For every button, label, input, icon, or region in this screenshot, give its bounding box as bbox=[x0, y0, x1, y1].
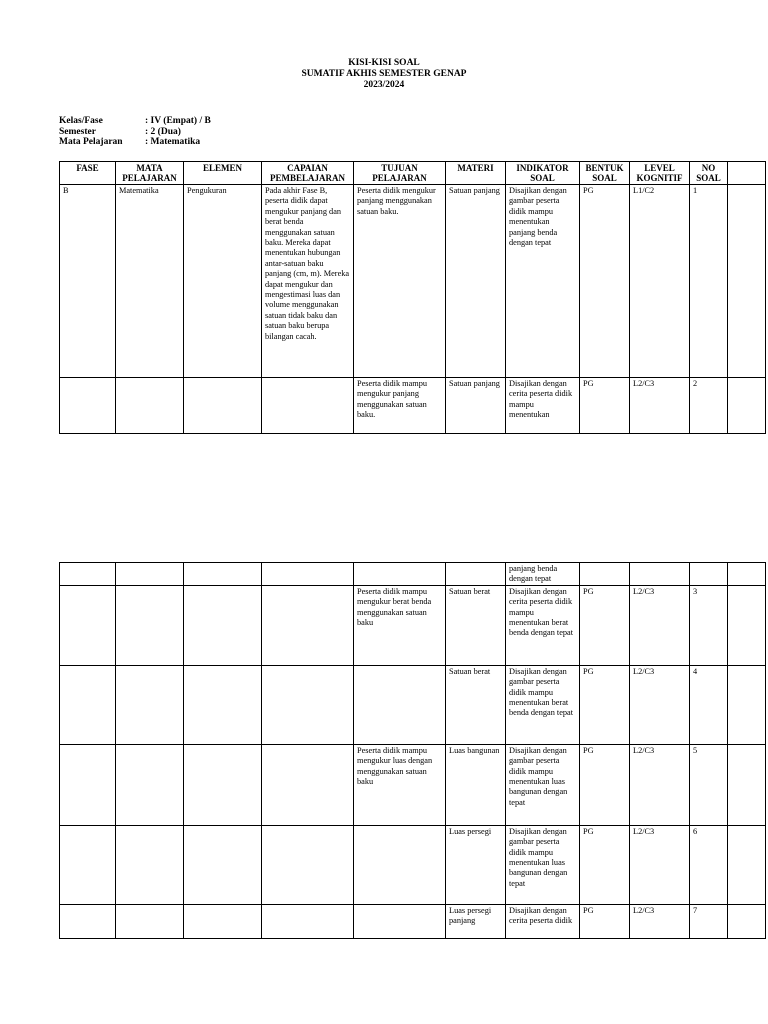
cell-mata-pelajaran bbox=[116, 744, 184, 825]
cell-level: L2/C3 bbox=[630, 585, 690, 665]
cell-elemen bbox=[184, 585, 262, 665]
cell-capaian bbox=[262, 378, 354, 434]
header-level: LEVEL KOGNITIF bbox=[630, 162, 690, 185]
cell-elemen bbox=[184, 563, 262, 586]
cell-level: L2/C3 bbox=[630, 904, 690, 938]
cell-tujuan: Peserta didik mengukur panjang menggunakan satuan baku. bbox=[354, 185, 446, 378]
cell-fase bbox=[60, 744, 116, 825]
cell-extra bbox=[728, 185, 766, 378]
table-row bbox=[60, 563, 766, 586]
table-header-row bbox=[60, 162, 766, 185]
meta-label: Mata Pelajaran bbox=[59, 137, 123, 147]
header-fase: FASE bbox=[60, 162, 116, 185]
meta-value: : IV (Empat) / B bbox=[145, 116, 211, 126]
document-subtitle: SUMATIF AKHIS SEMESTER GENAP bbox=[301, 69, 467, 79]
meta-row-mapel bbox=[59, 137, 211, 148]
cell-indikator: Disajikan dengan cerita peserta didik mampu menentukan bbox=[506, 378, 580, 434]
cell-indikator: Disajikan dengan gambar peserta didik mampu menentukan berat benda dengan tepat bbox=[506, 665, 580, 744]
cell-mata-pelajaran bbox=[116, 665, 184, 744]
cell-indikator: panjang benda dengan tepat bbox=[506, 563, 580, 586]
cell-materi: Satuan berat bbox=[446, 585, 506, 665]
cell-fase bbox=[60, 665, 116, 744]
cell-bentuk bbox=[580, 563, 630, 586]
cell-materi: Luas bangunan bbox=[446, 744, 506, 825]
cell-capaian bbox=[262, 665, 354, 744]
cell-no-soal: 7 bbox=[690, 904, 728, 938]
cell-tujuan bbox=[354, 825, 446, 904]
header-capaian: CAPAIAN PEMBELAJARAN bbox=[262, 162, 354, 185]
cell-capaian: Pada akhir Fase B, peserta didik dapat mengukur panjang dan berat benda menggunakan satuan baku. Mereka dapat menentukan hubungan antar-satuan baku panjang (cm, m). Mereka dapat mengukur dan mengestimasi luas dan volume menggunakan satuan tidak baku dan satuan baku berupa bilangan cacah. bbox=[262, 185, 354, 378]
cell-capaian bbox=[262, 825, 354, 904]
cell-bentuk: PG bbox=[580, 744, 630, 825]
cell-indikator: Disajikan dengan gambar peserta didik mampu menentukan luas bangunan dengan tepat bbox=[506, 825, 580, 904]
cell-mata-pelajaran bbox=[116, 904, 184, 938]
document-title: KISI-KISI SOAL bbox=[348, 58, 420, 68]
cell-elemen: Pengukuran bbox=[184, 185, 262, 378]
cell-elemen bbox=[184, 744, 262, 825]
table-row bbox=[60, 825, 766, 904]
cell-bentuk: PG bbox=[580, 378, 630, 434]
cell-mata-pelajaran bbox=[116, 378, 184, 434]
cell-level: L2/C3 bbox=[630, 744, 690, 825]
cell-extra bbox=[728, 563, 766, 586]
cell-tujuan bbox=[354, 904, 446, 938]
meta-info bbox=[59, 116, 211, 148]
header-no-soal: NO SOAL bbox=[690, 162, 728, 185]
cell-level bbox=[630, 563, 690, 586]
kisi-table-page2 bbox=[59, 562, 766, 939]
cell-indikator: Disajikan dengan gambar peserta didik mampu menentukan panjang benda dengan tepat bbox=[506, 185, 580, 378]
cell-level: L2/C3 bbox=[630, 378, 690, 434]
cell-bentuk: PG bbox=[580, 825, 630, 904]
header-indikator: INDIKATOR SOAL bbox=[506, 162, 580, 185]
cell-capaian bbox=[262, 585, 354, 665]
cell-no-soal bbox=[690, 563, 728, 586]
cell-materi bbox=[446, 563, 506, 586]
cell-no-soal: 2 bbox=[690, 378, 728, 434]
meta-label: Kelas/Fase bbox=[59, 116, 103, 126]
cell-materi: Satuan panjang bbox=[446, 378, 506, 434]
cell-elemen bbox=[184, 665, 262, 744]
cell-fase bbox=[60, 563, 116, 586]
cell-fase bbox=[60, 825, 116, 904]
header-extra bbox=[728, 162, 766, 185]
cell-tujuan: Peserta didik mampu mengukur panjang menggunakan satuan baku. bbox=[354, 378, 446, 434]
cell-fase bbox=[60, 378, 116, 434]
cell-no-soal: 6 bbox=[690, 825, 728, 904]
cell-mata-pelajaran: Matematika bbox=[116, 185, 184, 378]
table-row bbox=[60, 665, 766, 744]
cell-mata-pelajaran bbox=[116, 825, 184, 904]
cell-extra bbox=[728, 904, 766, 938]
cell-bentuk: PG bbox=[580, 585, 630, 665]
header-tujuan: TUJUAN PELAJARAN bbox=[354, 162, 446, 185]
document-year: 2023/2024 bbox=[363, 80, 405, 90]
cell-extra bbox=[728, 665, 766, 744]
table-row bbox=[60, 904, 766, 938]
header-materi: MATERI bbox=[446, 162, 506, 185]
header-mata-pelajaran: MATA PELAJARAN bbox=[116, 162, 184, 185]
header-elemen: ELEMEN bbox=[184, 162, 262, 185]
cell-fase bbox=[60, 904, 116, 938]
cell-level: L2/C3 bbox=[630, 825, 690, 904]
cell-mata-pelajaran bbox=[116, 563, 184, 586]
cell-fase bbox=[60, 585, 116, 665]
cell-materi: Satuan berat bbox=[446, 665, 506, 744]
cell-bentuk: PG bbox=[580, 665, 630, 744]
meta-row-semester bbox=[59, 127, 211, 138]
cell-level: L1/C2 bbox=[630, 185, 690, 378]
header-bentuk: BENTUK SOAL bbox=[580, 162, 630, 185]
cell-indikator: Disajikan dengan cerita peserta didik bbox=[506, 904, 580, 938]
table-row bbox=[60, 378, 766, 434]
table-row bbox=[60, 185, 766, 378]
cell-capaian bbox=[262, 563, 354, 586]
cell-tujuan: Peserta didik mampu mengukur berat benda menggunakan satuan baku bbox=[354, 585, 446, 665]
meta-label: Semester bbox=[59, 126, 96, 137]
cell-extra bbox=[728, 825, 766, 904]
meta-value: : 2 (Dua) bbox=[145, 126, 181, 137]
cell-no-soal: 5 bbox=[690, 744, 728, 825]
cell-no-soal: 3 bbox=[690, 585, 728, 665]
cell-elemen bbox=[184, 825, 262, 904]
cell-materi: Luas persegi panjang bbox=[446, 904, 506, 938]
cell-capaian bbox=[262, 904, 354, 938]
cell-mata-pelajaran bbox=[116, 585, 184, 665]
cell-bentuk: PG bbox=[580, 904, 630, 938]
cell-elemen bbox=[184, 904, 262, 938]
cell-extra bbox=[728, 378, 766, 434]
cell-level: L2/C3 bbox=[630, 665, 690, 744]
cell-capaian bbox=[262, 744, 354, 825]
meta-row-kelas bbox=[59, 116, 211, 127]
cell-materi: Luas persegi bbox=[446, 825, 506, 904]
cell-no-soal: 1 bbox=[690, 185, 728, 378]
cell-materi: Satuan panjang bbox=[446, 185, 506, 378]
table-row bbox=[60, 585, 766, 665]
cell-tujuan: Peserta didik mampu mengukur luas dengan menggunakan satuan baku bbox=[354, 744, 446, 825]
cell-fase: B bbox=[60, 185, 116, 378]
cell-indikator: Disajikan dengan gambar peserta didik mampu menentukan luas bangunan dengan tepat bbox=[506, 744, 580, 825]
cell-extra bbox=[728, 744, 766, 825]
kisi-table-page1 bbox=[59, 161, 766, 434]
cell-indikator: Disajikan dengan cerita peserta didik mampu menentukan berat benda dengan tepat bbox=[506, 585, 580, 665]
cell-no-soal: 4 bbox=[690, 665, 728, 744]
cell-tujuan bbox=[354, 563, 446, 586]
table-row bbox=[60, 744, 766, 825]
cell-elemen bbox=[184, 378, 262, 434]
meta-value: : Matematika bbox=[145, 137, 201, 147]
cell-extra bbox=[728, 585, 766, 665]
cell-bentuk: PG bbox=[580, 185, 630, 378]
cell-tujuan bbox=[354, 665, 446, 744]
